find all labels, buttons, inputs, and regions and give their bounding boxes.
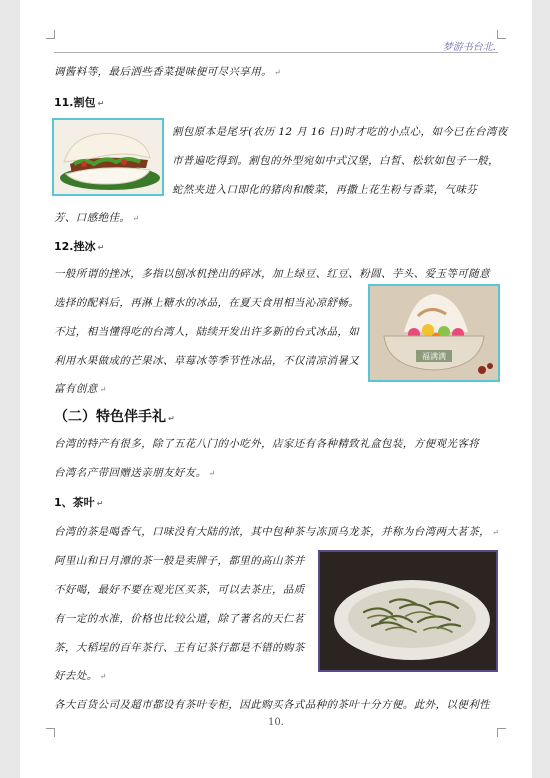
crop-mark-top-right [497, 30, 506, 39]
body-line: 不好喝，最好不要在观光区买茶，可以去茶庄，品质 [54, 584, 305, 596]
body-line: 不过，相当懂得吃的台湾人，陆续开发出许多新的台式冰品，如 [54, 326, 360, 338]
heading-tea: 1、茶叶 ↵ [54, 496, 104, 509]
body-line: 有一定的水准，价格也比较公道，除了著名的天仁茗 [54, 613, 305, 625]
body-line: 台湾名产带回赠送亲朋友好友。 ↵ [54, 467, 216, 479]
heading-gua-bao: 11.割包 ↵ [54, 96, 105, 109]
crop-mark-bottom-left [46, 728, 55, 737]
bowl-label: 福满满 [422, 352, 446, 361]
body-line: 富有创意 ↵ [54, 383, 107, 395]
body-line: 好去处。 ↵ [54, 670, 107, 682]
body-line: 选择的配料后，再淋上糖水的冰品，在夏天食用相当沁凉舒畅。 [54, 297, 360, 309]
document-page [20, 0, 532, 778]
body-line: 阿里山和日月潭的茶一般是卖牌子，都里的高山茶并 [54, 555, 305, 567]
body-line: 蛇然夹进入口即化的猪肉和酸菜，再撒上花生粉与香菜，气味芬 [172, 184, 478, 196]
header-title: 梦游书台北. [442, 42, 496, 53]
body-line: 利用水果做成的芒果冰、草莓冰等季节性冰品，不仅清凉消暑又 [54, 355, 360, 367]
body-line: 台湾的特产有很多，除了五花八门的小吃外，店家还有各种精致礼盒包装，方便观光客将 [54, 438, 480, 450]
section-heading-gifts: （二）特色伴手礼 ↵ [54, 409, 175, 425]
heading-shaved-ice: 12.挫冰 ↵ [54, 240, 105, 253]
gua-bao-image [52, 118, 164, 196]
body-line: 各大百货公司及超市都设有茶叶专柜，因此购买各式品种的茶叶十分方便。此外，以便利性 [54, 699, 490, 711]
body-line: 割包原本是尾牙(农历 12 月 16 日)时才吃的小点心，如今已在台湾夜 [172, 126, 508, 138]
body-line: 茶，大稻埕的百年茶行、王有记茶行都是不错的购茶 [54, 642, 305, 654]
body-line: 调酱料等，最后洒些香菜提味便可尽兴享用。 ↵ [54, 66, 282, 78]
body-line: 芳、口感绝佳。 ↵ [54, 212, 140, 224]
body-line: 市普遍吃得到。割包的外型宛如中式汉堡，白皙、松软如包子一般， [172, 155, 499, 167]
header-rule [54, 52, 498, 53]
page-number: 10. [268, 717, 284, 728]
shaved-ice-image [368, 284, 500, 382]
crop-mark-bottom-right [497, 728, 506, 737]
body-line: 一般所谓的挫冰，多指以刨冰机挫出的碎冰，加上绿豆、红豆、粉圆、芋头、爱玉等可随意 [54, 268, 490, 280]
crop-mark-top-left [46, 30, 55, 39]
body-line: 台湾的茶是喝香气，口味没有大陆的浓，其中包种茶与冻顶乌龙茶，并称为台湾两大茗茶， ↵ [54, 526, 500, 538]
tea-leaves-image [318, 550, 498, 672]
